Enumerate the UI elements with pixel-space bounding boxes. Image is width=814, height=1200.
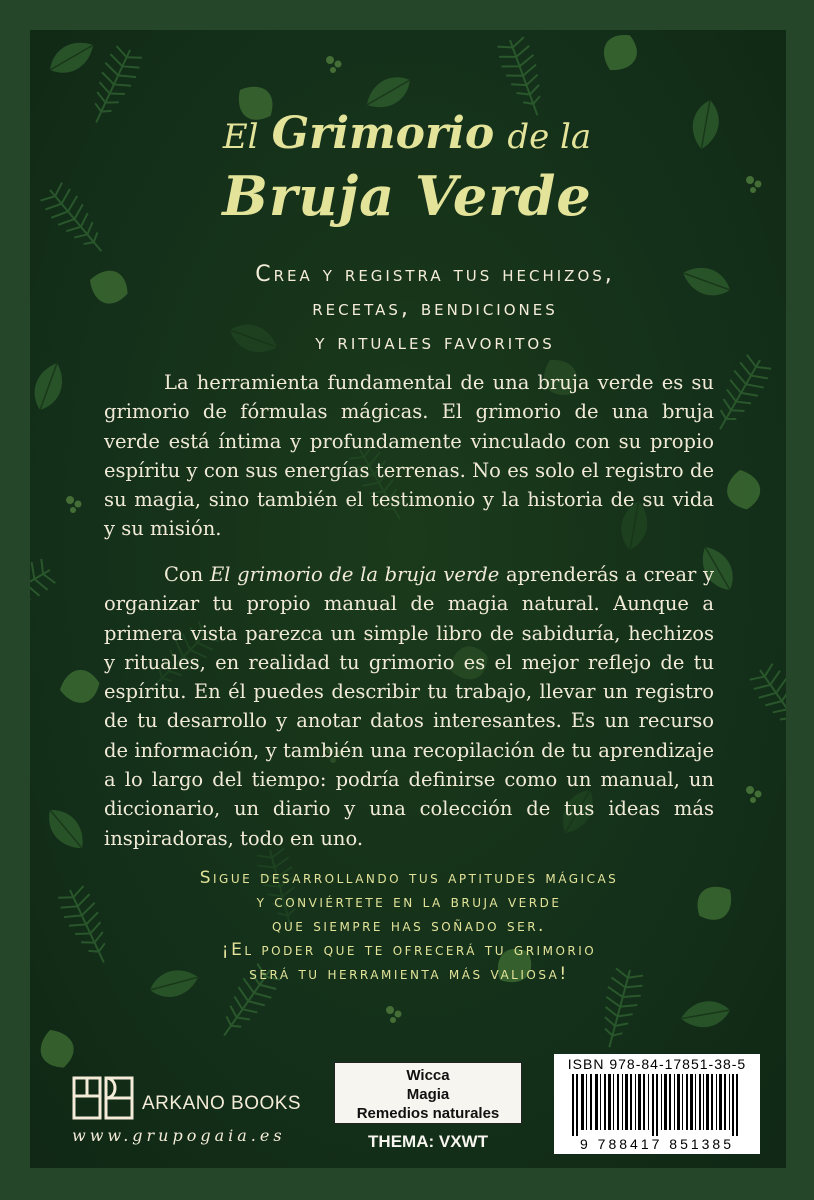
description-paragraph-2 (104, 560, 714, 853)
subtitle-line: y rituales favoritos (315, 330, 555, 355)
genre-tags-box (334, 1062, 522, 1124)
title-line-2: Bruja Verde (222, 164, 592, 228)
publisher-name: ARKANO BOOKS (142, 1093, 302, 1114)
arkano-books-logo-icon (72, 1074, 136, 1122)
closing-line: que siempre has soñado ser. (272, 916, 546, 936)
isbn-barcode (554, 1054, 760, 1154)
paragraph-2-book-title: El grimorio de la bruja verde (209, 563, 500, 586)
title-word-de-la: de la (507, 117, 592, 157)
subtitle (110, 258, 760, 360)
genre-tag: Wicca (406, 1067, 450, 1084)
title-word-el: El (222, 117, 259, 157)
publisher-website: www.grupogaia.es (72, 1126, 286, 1145)
paragraph-2-body: aprenderás a crear y organizar tu propio manual de magia natural. Aunque a primera vista parezca un simple libro de sabiduría, hechizos y rituales, en realidad tu grimorio es el mejor reflejo de tu espíritu. En él puedes describir tu trabajo, llevar un registro de tu desarrollo y anotar datos interesantes. Es un recurso de información, y también una recopilación de tu aprendizaje a lo largo del tiempo: podría definirse como un manual, un diccionario, un diario y una colección de tus ideas más inspiradoras, todo en uno. (104, 563, 715, 850)
ean-digits: 9 788417 851385 (580, 1136, 734, 1152)
paragraph-2-lead: Con (164, 563, 210, 586)
title-word-grimorio: Grimorio (271, 108, 495, 159)
subtitle-line: Crea y registra tus hechizos, (255, 262, 615, 287)
closing-line: Sigue desarrollando tus aptitudes mágicas (199, 868, 619, 888)
description-paragraph-1: La herramienta fundamental de una bruja verde es su grimorio de fórmulas mágicas. El grimorio de una bruja verde está íntima y profundamente vinculado con su propio espíritu y con sus energías terrenas. No es solo el registro de su magia, sino también el testimonio y la historia de su vida y su misión. (104, 371, 714, 541)
subtitle-line: recetas, bendiciones (312, 296, 558, 321)
thema-code: THEMA: VXWT (368, 1132, 488, 1151)
isbn-label: ISBN 978-84-17851-38-5 (567, 1056, 747, 1072)
closing-text (104, 866, 714, 986)
closing-line: será tu herramienta más valiosa! (249, 964, 569, 984)
genre-tag: Remedios naturales (356, 1105, 500, 1122)
barcode-bars (564, 1074, 750, 1136)
closing-line: y conviértete en la bruja verde (256, 892, 562, 912)
title-line-1 (0, 108, 814, 159)
genre-tag: Magia (406, 1086, 450, 1103)
closing-line: ¡El poder que te ofrecerá tu grimorio (221, 940, 597, 960)
